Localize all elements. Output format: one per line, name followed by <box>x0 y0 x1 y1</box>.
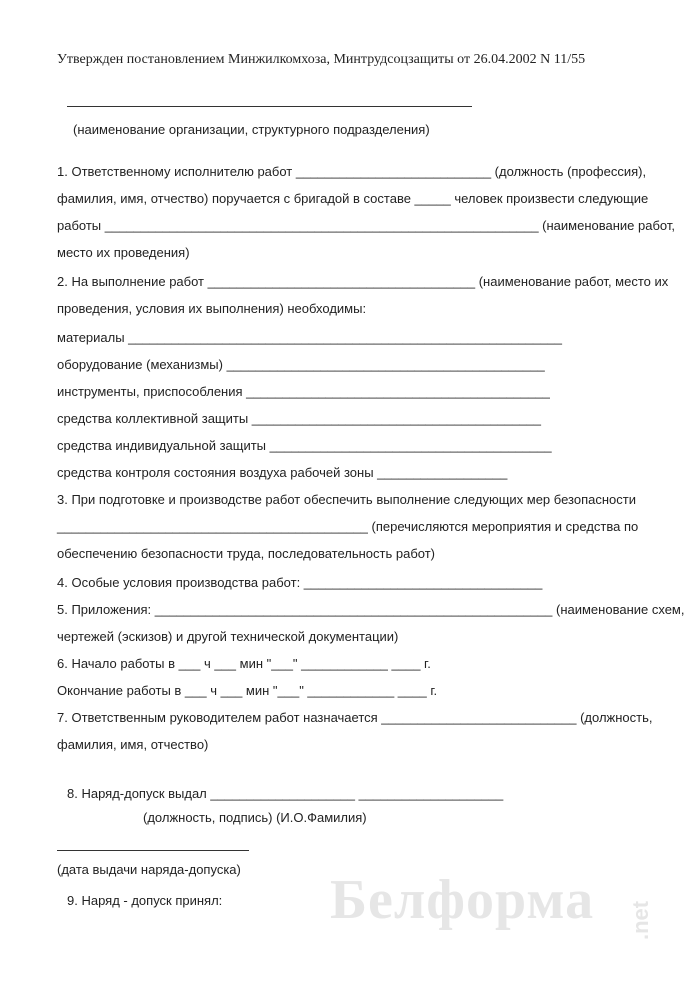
issue-date-line[interactable] <box>57 850 249 851</box>
text-line: 4. Особые условия производства работ: _________________________________ <box>57 575 543 590</box>
text-line: ___________________________________________ (перечисляются мероприятия и средства по <box>57 519 639 534</box>
accepted-by-line: 9. Наряд - допуск принял: <box>67 893 223 908</box>
watermark-domain: .net <box>628 900 653 940</box>
issued-by-caption: (должность, подпись) (И.О.Фамилия) <box>143 810 367 825</box>
organization-caption: (наименование организации, структурного подразделения) <box>73 122 430 137</box>
text-line: 3. При подготовке и производстве работ обеспечить выполнение следующих мер безопасности <box>57 492 636 507</box>
text-line: 2. На выполнение работ _____________________________________ (наименование работ, место их <box>57 274 669 289</box>
text-line: оборудование (механизмы) ____________________________________________ <box>57 357 545 372</box>
organization-line[interactable] <box>67 106 472 107</box>
text-line: работы ____________________________________________________________ (наименование работ, <box>57 218 675 233</box>
text-line: 1. Ответственному исполнителю работ ___________________________ (должность (профессия), <box>57 164 647 179</box>
approval-note: Утвержден постановлением Минжилкомхоза, Минтрудсоцзащиты от 26.04.2002 N 11/55 <box>57 52 586 67</box>
text-line: 5. Приложения: _______________________________________________________ (наименование схем, <box>57 602 685 617</box>
text-line: место их проведения) <box>57 245 190 260</box>
issued-by-line: 8. Наряд-допуск выдал ____________________ ____________________ <box>67 786 504 801</box>
issue-date-caption: (дата выдачи наряда-допуска) <box>57 862 241 877</box>
text-line: 6. Начало работы в ___ ч ___ мин "___" ____________ ____ г. <box>57 656 431 671</box>
text-line: фамилия, имя, отчество) поручается с бригадой в составе _____ человек произвести следующие <box>57 191 649 206</box>
text-line: средства контроля состояния воздуха рабочей зоны __________________ <box>57 465 508 480</box>
text-line: инструменты, приспособления __________________________________________ <box>57 384 550 399</box>
text-line: 7. Ответственным руководителем работ назначается ___________________________ (должность, <box>57 710 653 725</box>
watermark-logo: Белформа <box>330 869 595 931</box>
text-line: Окончание работы в ___ ч ___ мин "___" ____________ ____ г. <box>57 683 438 698</box>
text-line: обеспечению безопасности труда, последовательность работ) <box>57 546 436 561</box>
text-line: фамилия, имя, отчество) <box>57 737 209 752</box>
text-line: средства коллективной защиты ________________________________________ <box>57 411 541 426</box>
text-line: материалы ____________________________________________________________ <box>57 330 562 345</box>
text-line: проведения, условия их выполнения) необходимы: <box>57 301 367 316</box>
text-line: средства индивидуальной защиты _______________________________________ <box>57 438 552 453</box>
text-line: чертежей (эскизов) и другой технической документации) <box>57 629 399 644</box>
